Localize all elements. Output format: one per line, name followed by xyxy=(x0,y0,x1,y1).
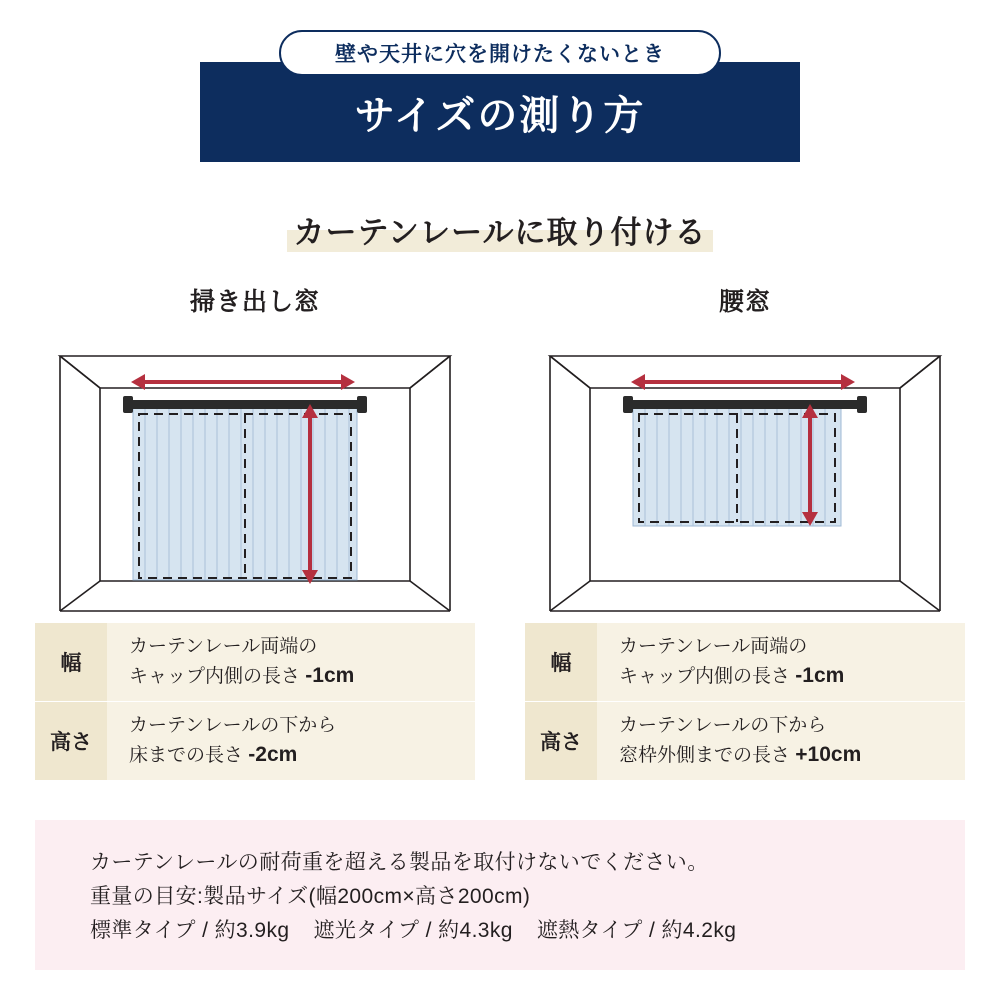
subtitle xyxy=(287,205,712,254)
row-value-line2-text: キャップ内側の長さ xyxy=(619,665,796,687)
row-value-line2 xyxy=(129,661,475,691)
note-line-3 xyxy=(90,914,965,948)
row-value-line2-bold: -2cm xyxy=(248,742,298,766)
spec-table-sliding xyxy=(35,622,475,780)
row-value-line2-bold: +10cm xyxy=(795,742,862,766)
row-value-line1: カーテンレール両端の xyxy=(129,636,318,657)
row-value-width xyxy=(107,623,475,701)
page-title: サイズの測り方 xyxy=(354,93,646,138)
note-weight-standard: 標準タイプ / 約3.9kg xyxy=(90,919,290,943)
row-value-line1: カーテンレール両端の xyxy=(619,636,808,657)
row-key-height: 高さ xyxy=(525,702,597,780)
row-key-width: 幅 xyxy=(35,623,107,701)
column-title-hip: 腰窓 xyxy=(718,288,771,316)
column-sliding-window xyxy=(35,282,475,616)
table-row xyxy=(35,701,475,780)
row-value-line2 xyxy=(619,740,965,770)
sliding-window-diagram xyxy=(35,326,475,616)
subtitle-text: カーテンレールに取り付ける xyxy=(293,215,707,250)
row-value-line1: カーテンレールの下から xyxy=(619,715,827,736)
row-key-height: 高さ xyxy=(35,702,107,780)
note-line-1: カーテンレールの耐荷重を超える製品を取付けないでください。 xyxy=(90,851,709,874)
row-value-line2 xyxy=(619,661,965,691)
row-value-height xyxy=(107,702,475,780)
table-row xyxy=(35,622,475,701)
row-value-line2-text: キャップ内側の長さ xyxy=(129,665,306,687)
table-row xyxy=(525,622,965,701)
row-value-line2-text: 窓枠外側までの長さ xyxy=(619,744,796,766)
note-weight-blackout: 遮光タイプ / 約4.3kg xyxy=(313,919,513,943)
sliding-window-illustration xyxy=(35,326,475,616)
column-hip-window xyxy=(525,282,965,616)
row-value-line2 xyxy=(129,740,475,770)
note-weight-thermal: 遮熱タイプ / 約4.2kg xyxy=(536,919,737,943)
row-key-width: 幅 xyxy=(525,623,597,701)
note-line-2: 重量の目安:製品サイズ(幅200cm×高さ200cm) xyxy=(90,885,531,909)
hip-window-diagram xyxy=(525,326,965,616)
hip-window-illustration xyxy=(525,326,965,616)
spec-table-hip xyxy=(525,622,965,780)
row-value-line2-bold: -1cm xyxy=(305,663,355,687)
warning-note xyxy=(35,820,965,970)
column-title-sliding: 掃き出し窓 xyxy=(189,288,320,316)
row-value-line2-text: 床までの長さ xyxy=(129,744,249,766)
table-row xyxy=(525,701,965,780)
subtitle-wrap xyxy=(0,205,1000,254)
row-value-height xyxy=(597,702,965,780)
row-value-line2-bold: -1cm xyxy=(795,663,845,687)
header-pill-label: 壁や天井に穴を開けたくないとき xyxy=(279,30,721,76)
row-value-line1: カーテンレールの下から xyxy=(129,715,337,736)
row-value-width xyxy=(597,623,965,701)
